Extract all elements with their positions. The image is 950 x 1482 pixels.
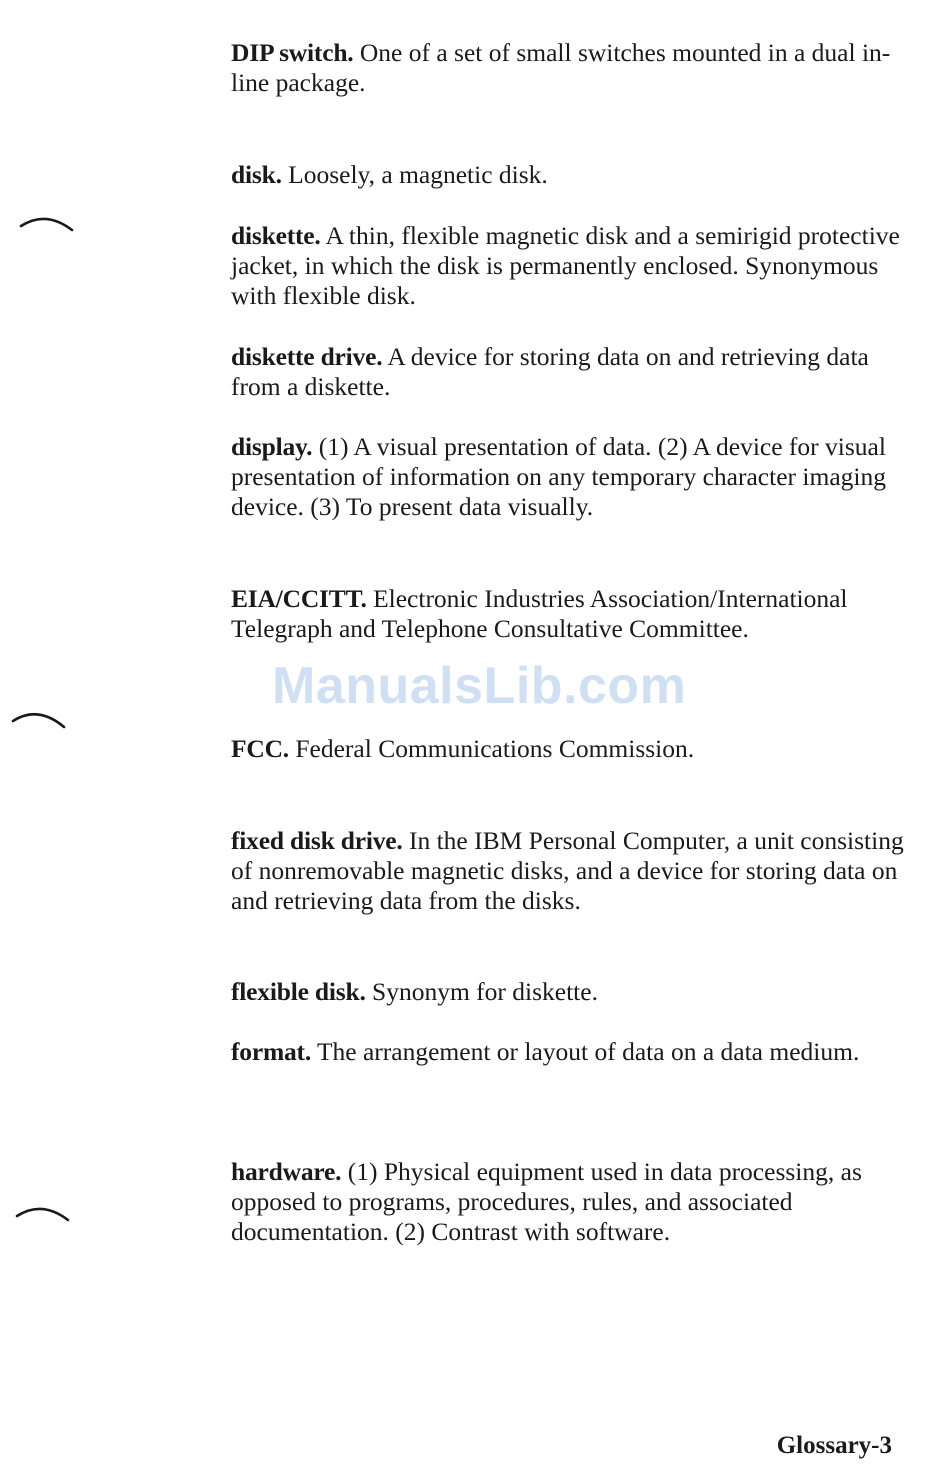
binder-ring-mark-icon — [14, 1200, 74, 1230]
glossary-term: DIP switch. — [231, 38, 354, 67]
glossary-term: EIA/CCITT. — [231, 584, 367, 613]
glossary-entry-flexible-disk — [231, 977, 911, 1007]
glossary-term: disk. — [231, 160, 282, 189]
binder-ring-mark-icon — [18, 210, 78, 240]
glossary-definition: Electronic Industries Association/International Telegraph and Telephone Consultative Committee. — [231, 584, 848, 643]
page-number-label: Glossary-3 — [776, 1432, 892, 1459]
glossary-entry-format — [231, 1037, 911, 1067]
glossary-entry-fixed-disk-drive — [231, 826, 911, 916]
glossary-term: flexible disk. — [231, 977, 366, 1006]
glossary-entry-disk — [231, 160, 911, 190]
glossary-definition: Loosely, a magnetic disk. — [288, 160, 548, 189]
glossary-entry-hardware — [231, 1157, 911, 1247]
glossary-definition: One of a set of small switches mounted in a dual in-line package. — [231, 38, 891, 97]
glossary-entry-display — [231, 432, 911, 522]
glossary-definition: A device for storing data on and retrieving data from a diskette. — [231, 342, 869, 401]
glossary-term: FCC. — [231, 734, 289, 763]
glossary-term: hardware. — [231, 1157, 342, 1186]
glossary-definition: In the IBM Personal Computer, a unit consisting of nonremovable magnetic disks, and a device for storing data on and retrieving data from the disks. — [231, 826, 904, 915]
binder-ring-mark-icon — [10, 705, 70, 735]
glossary-definition: (1) Physical equipment used in data processing, as opposed to programs, procedures, rules, and associated documentation. (2) Contrast with software. — [231, 1157, 862, 1246]
glossary-entry-diskette-drive — [231, 342, 911, 402]
glossary-term: display. — [231, 432, 313, 461]
glossary-term: format. — [231, 1037, 312, 1066]
glossary-definition: The arrangement or layout of data on a data medium. — [316, 1037, 860, 1066]
glossary-definition: Synonym for diskette. — [372, 977, 598, 1006]
glossary-definition: (1) A visual presentation of data. (2) A device for visual presentation of information on any temporary character imaging device. (3) To present data visually. — [231, 432, 886, 521]
glossary-term: diskette drive. — [231, 342, 383, 371]
glossary-entry-diskette — [231, 221, 911, 311]
glossary-entry-eia-ccitt — [231, 584, 911, 644]
glossary-definition: A thin, flexible magnetic disk and a semirigid protective jacket, in which the disk is permanently enclosed. Synonymous with flexible disk. — [231, 221, 900, 310]
glossary-entry-dip-switch — [231, 38, 911, 98]
glossary-term: diskette. — [231, 221, 321, 250]
glossary-entry-fcc — [231, 734, 911, 764]
glossary-term: fixed disk drive. — [231, 826, 403, 855]
watermark-logo: ManualsLib.com — [272, 657, 687, 715]
glossary-definition: Federal Communications Commission. — [295, 734, 695, 763]
